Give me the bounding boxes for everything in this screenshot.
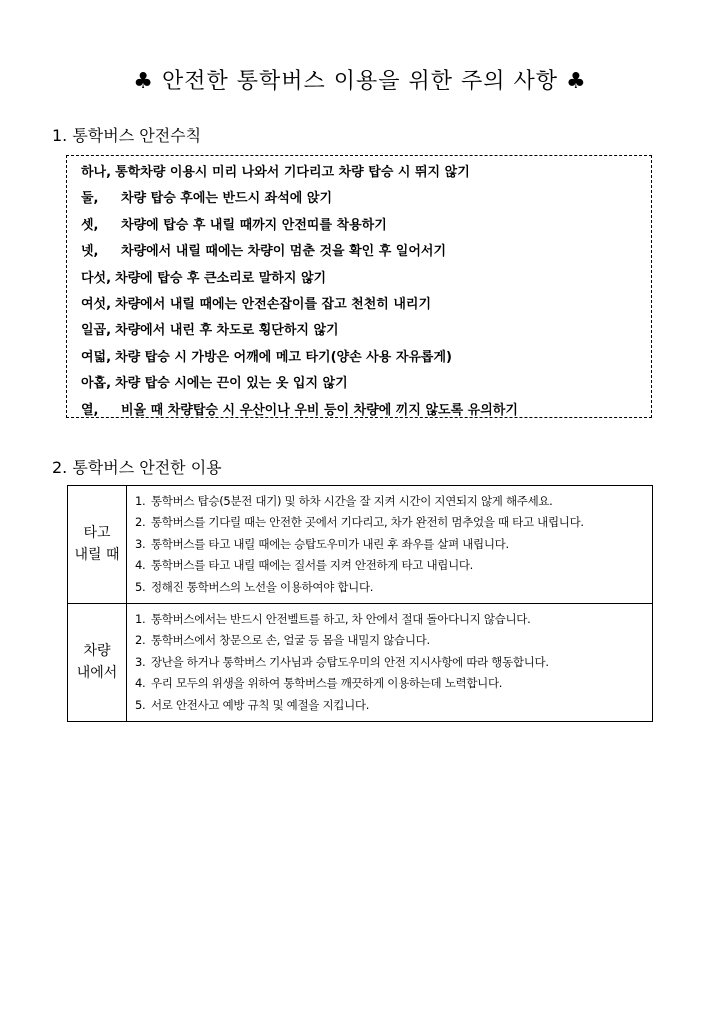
rule-number: 셋, xyxy=(81,217,99,233)
items-cell xyxy=(127,603,653,721)
category-label: 차량 xyxy=(83,643,111,660)
category-label: 내릴 때 xyxy=(74,547,120,564)
rule-number: 둘, xyxy=(81,191,99,207)
list-item xyxy=(135,652,652,673)
item-number: 2. xyxy=(135,515,146,530)
rule-item xyxy=(67,345,651,371)
rule-text: 통학차량 이용시 미리 나와서 기다리고 차량 탑승 시 뛰지 않기 xyxy=(115,165,470,180)
rule-item xyxy=(67,398,651,424)
rule-item xyxy=(67,239,651,265)
rule-item xyxy=(67,160,651,186)
rule-text: 차량에 탑승 후 큰소리로 말하지 않기 xyxy=(115,270,327,286)
list-item xyxy=(135,577,652,598)
item-text: 우리 모두의 위생을 위하여 통학버스를 깨끗하게 이용하는데 노력합니다. xyxy=(151,676,503,691)
rule-item xyxy=(67,213,651,239)
item-number: 2. xyxy=(135,633,146,648)
list-item xyxy=(135,534,652,555)
item-text: 통학버스를 타고 내릴 때에는 승탑도우미가 내린 후 좌우를 살펴 내립니다. xyxy=(151,536,509,551)
item-text: 정해진 통학버스의 노선을 이용하여야 합니다. xyxy=(151,579,374,594)
list-item xyxy=(135,491,652,512)
category-label: 내에서 xyxy=(76,665,118,682)
rule-number: 일곱, xyxy=(81,323,112,339)
item-number: 5. xyxy=(135,697,146,712)
rule-item xyxy=(67,371,651,397)
rule-item xyxy=(67,186,651,212)
item-number: 5. xyxy=(135,579,146,594)
rule-text: 차량 탑승 시에는 끈이 있는 옷 입지 않기 xyxy=(115,376,348,392)
rule-text: 차량에서 내릴 때에는 안전손잡이를 잡고 천천히 내리기 xyxy=(115,296,432,312)
category-cell xyxy=(68,486,127,604)
rule-number: 아홉, xyxy=(81,376,112,392)
item-number: 1. xyxy=(135,494,146,508)
rule-number: 여덟, xyxy=(81,349,112,365)
rule-item xyxy=(67,292,651,318)
rule-number: 하나, xyxy=(81,165,112,180)
item-number: 1. xyxy=(135,611,146,626)
item-text: 통학버스에서 창문으로 손, 얼굴 등 몸을 내밀지 않습니다. xyxy=(151,633,430,648)
table-row xyxy=(68,486,653,604)
rule-item xyxy=(67,266,651,292)
table-row xyxy=(68,603,653,721)
items-cell xyxy=(127,486,653,604)
rule-number: 열, xyxy=(81,402,99,418)
item-number: 3. xyxy=(135,536,146,551)
safety-rules-box xyxy=(66,155,652,418)
rule-number: 넷, xyxy=(81,244,99,260)
item-text: 서로 안전사고 예방 규칙 및 예절을 지킵니다. xyxy=(151,697,370,712)
category-label: 타고 xyxy=(83,525,111,542)
page-title: ♣ 안전한 통학버스 이용을 위한 주의 사항 ♣ xyxy=(133,69,587,94)
rule-text: 차량에서 내릴 때에는 차량이 멈춘 것을 확인 후 일어서기 xyxy=(121,244,447,260)
rule-text: 차량에 탑승 후 내릴 때까지 안전띠를 착용하기 xyxy=(121,217,387,233)
rule-number: 다섯, xyxy=(81,270,112,286)
list-item xyxy=(135,695,652,716)
section-heading-safe-usage: 2. 통학버스 안전한 이용 xyxy=(52,458,222,477)
rule-text: 비올 때 차량탑승 시 우산이나 우비 등이 차량에 끼지 않도록 유의하기 xyxy=(121,402,518,418)
list-item xyxy=(135,630,652,651)
item-number: 4. xyxy=(135,558,146,573)
category-cell xyxy=(68,603,127,721)
item-number: 3. xyxy=(135,654,146,669)
item-text: 통학버스 탑승(5분전 대기) 및 하차 시간을 잘 지켜 시간이 지연되지 않게 해주세요. xyxy=(151,494,553,508)
section-heading-safety-rules: 1. 통학버스 안전수칙 xyxy=(52,126,202,145)
item-text: 통학버스를 기다릴 때는 안전한 곳에서 기다리고, 차가 완전히 멈추었을 때 타고 내립니다. xyxy=(151,515,584,530)
item-text: 장난을 하거나 통학버스 기사님과 승탑도우미의 안전 지시사항에 따라 행동합니다. xyxy=(151,654,549,669)
rule-text: 차량 탑승 시 가방은 어깨에 메고 타기(양손 사용 자유롭게) xyxy=(115,349,452,365)
list-item xyxy=(135,673,652,694)
item-text: 통학버스에서는 반드시 안전벨트를 하고, 차 안에서 절대 돌아다니지 않습니다. xyxy=(151,611,531,626)
rule-item xyxy=(67,318,651,344)
item-text: 통학버스를 타고 내릴 때에는 질서를 지켜 안전하게 타고 내립니다. xyxy=(151,558,474,573)
rule-number: 여섯, xyxy=(81,296,112,312)
rule-text: 차량에서 내린 후 차도로 횡단하지 않기 xyxy=(115,323,339,339)
safe-usage-table xyxy=(67,485,653,722)
rule-text: 차량 탑승 후에는 반드시 좌석에 앉기 xyxy=(121,191,332,207)
list-item xyxy=(135,512,652,533)
list-item xyxy=(135,555,652,576)
list-item xyxy=(135,609,652,630)
item-number: 4. xyxy=(135,676,146,691)
